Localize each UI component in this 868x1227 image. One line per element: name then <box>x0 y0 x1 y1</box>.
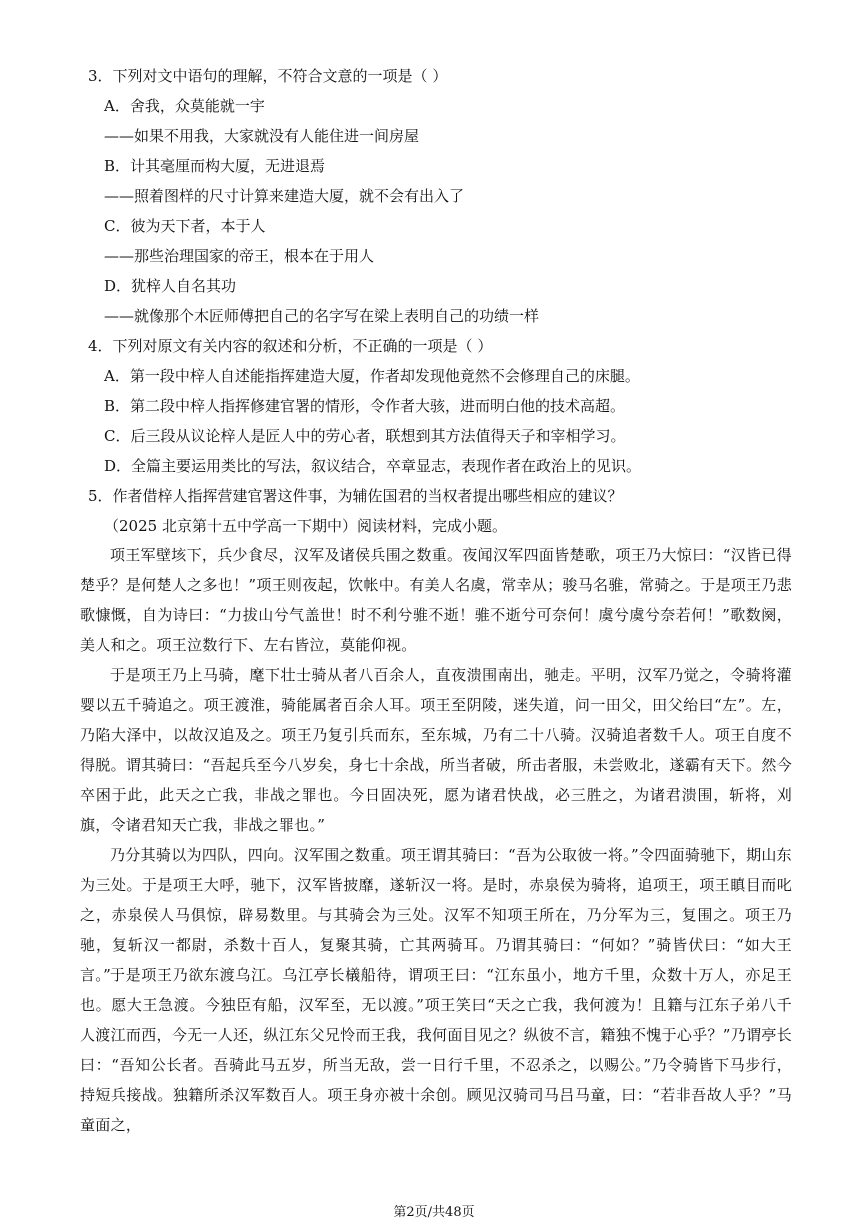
question-3-stem: 3．下列对文中语句的理解，不符合文意的一项是（ ） <box>88 67 448 85</box>
question-3-option-a: A．舍我，众莫能就一宇 <box>104 97 265 115</box>
passage-paragraph-4: 于是项王乃欲东渡乌江。乌江亭长檥船待，谓项王曰：“江东虽小，地方千里，众数十万人，亦足王也。愿大王急渡。今独臣有船，汉军至，无以渡。”项王笑曰“天之亡我，我何渡为！且籍与江东子弟八千人渡江而西，今无一人还，纵江东父兄怜而王我，我何面目见之？纵彼不言，籍独不愧于心乎？”乃谓亭长曰：“吾知公长者。吾骑此马五岁，所当无敌，尝一日行千里，不忍杀之，以赐公。”乃令骑皆下马步行，持短兵接战。独籍所杀汉军数百人。项王身亦被十余创。顾见汉骑司马吕马童，曰：“若非吾故人乎？”马童面之， <box>80 966 792 1134</box>
passage-paragraph-1: 项王军壁垓下，兵少食尽，汉军及诸侯兵围之数重。夜闻汉军四面皆楚歌，项王乃大惊曰：“汉皆已得楚乎？是何楚人之多也！”项王则夜起，饮帐中。有美人名虞，常幸从；骏马名骓，常骑之。于是项王乃悲歌慷慨，自为诗曰：“力拔山兮气盖世！时不利兮骓不逝！骓不逝兮可奈何！虞兮虞兮奈若何！”歌数阕，美人和之。项王泣数行下、左右皆泣，莫能仰视。 <box>80 546 792 654</box>
question-3-option-b: B．计其毫厘而构大厦，无进退焉 <box>104 157 326 175</box>
question-3-option-a-gloss: ——如果不用我，大家就没有人能住进一间房屋 <box>104 127 420 145</box>
reading-source: （2025 北京第十五中学高一下期中）阅读材料，完成小题。 <box>104 517 507 535</box>
passage-paragraph-2: 于是项王乃上马骑，麾下壮士骑从者八百余人，直夜溃围南出，驰走。平明，汉军乃觉之，令骑将灌婴以五千骑追之。项王渡淮，骑能属者百余人耳。项王至阴陵，迷失道，问一田父，田父绐曰“左”。左，乃陷大泽中，以故汉追及之。项王乃复引兵而东，至东城，乃有二十八骑。汉骑追者数千人。项王自度不得脱。谓其骑曰：“吾起兵至今八岁矣，身七十余战，所当者破，所击者服，未尝败北，遂霸有天下。然今卒困于此，此天之亡我，非战之罪也。今日固决死，愿为诸君快战，必三胜之，为诸君溃围，斩将，刈旗，令诸君知天亡我，非战之罪也。” <box>80 666 792 834</box>
question-3-option-d-gloss: ——就像那个木匠师傅把自己的名字写在梁上表明自己的功绩一样 <box>104 307 540 325</box>
question-5-stem: 5．作者借梓人指挥营建官署这件事，为辅佐国君的当权者提出哪些相应的建议？ <box>88 487 623 505</box>
page-number: 第2页/共48页 <box>393 1205 475 1220</box>
question-3-option-c-gloss: ——那些治理国家的帝王，根本在于用人 <box>104 247 375 265</box>
passage-paragraph-3: 乃分其骑以为四队，四向。汉军围之数重。项王谓其骑曰：“吾为公取彼一将。”令四面骑驰下，期山东为三处。于是项王大呼，驰下，汉军皆披靡，遂斩汉一将。是时，赤泉侯为骑将，追项王，项王瞋目而叱之，赤泉侯人马俱惊，辟易数里。与其骑会为三处。汉军不知项王所在，乃分军为三，复围之。项王乃驰，复斩汉一都尉，杀数十百人，复聚其骑，亡其两骑耳。乃谓其骑曰：“何如？”骑皆伏曰：“如大王言。” <box>80 846 792 984</box>
question-3-option-d: D．犹梓人自名其功 <box>104 277 237 295</box>
question-4-option-a: A．第一段中梓人自述能指挥建造大厦，作者却发现他竟然不会修理自己的床腿。 <box>104 367 640 385</box>
question-3-option-b-gloss: ——照着图样的尺寸计算来建造大厦，就不会有出入了 <box>104 187 465 205</box>
question-4-option-b: B．第二段中梓人指挥修建官署的情形，令作者大骇，进而明白他的技术高超。 <box>104 397 626 415</box>
question-3-option-c: C．彼为天下者，本于人 <box>104 217 266 235</box>
question-4-option-c: C．后三段从议论梓人是匠人中的劳心者，联想到其方法值得天子和宰相学习。 <box>104 427 626 445</box>
question-4-stem: 4．下列对原文有关内容的叙述和分析，不正确的一项是（ ） <box>88 337 493 355</box>
question-4-option-d: D．全篇主要运用类比的写法，叙议结合，卒章显志，表现作者在政治上的见识。 <box>104 457 642 475</box>
